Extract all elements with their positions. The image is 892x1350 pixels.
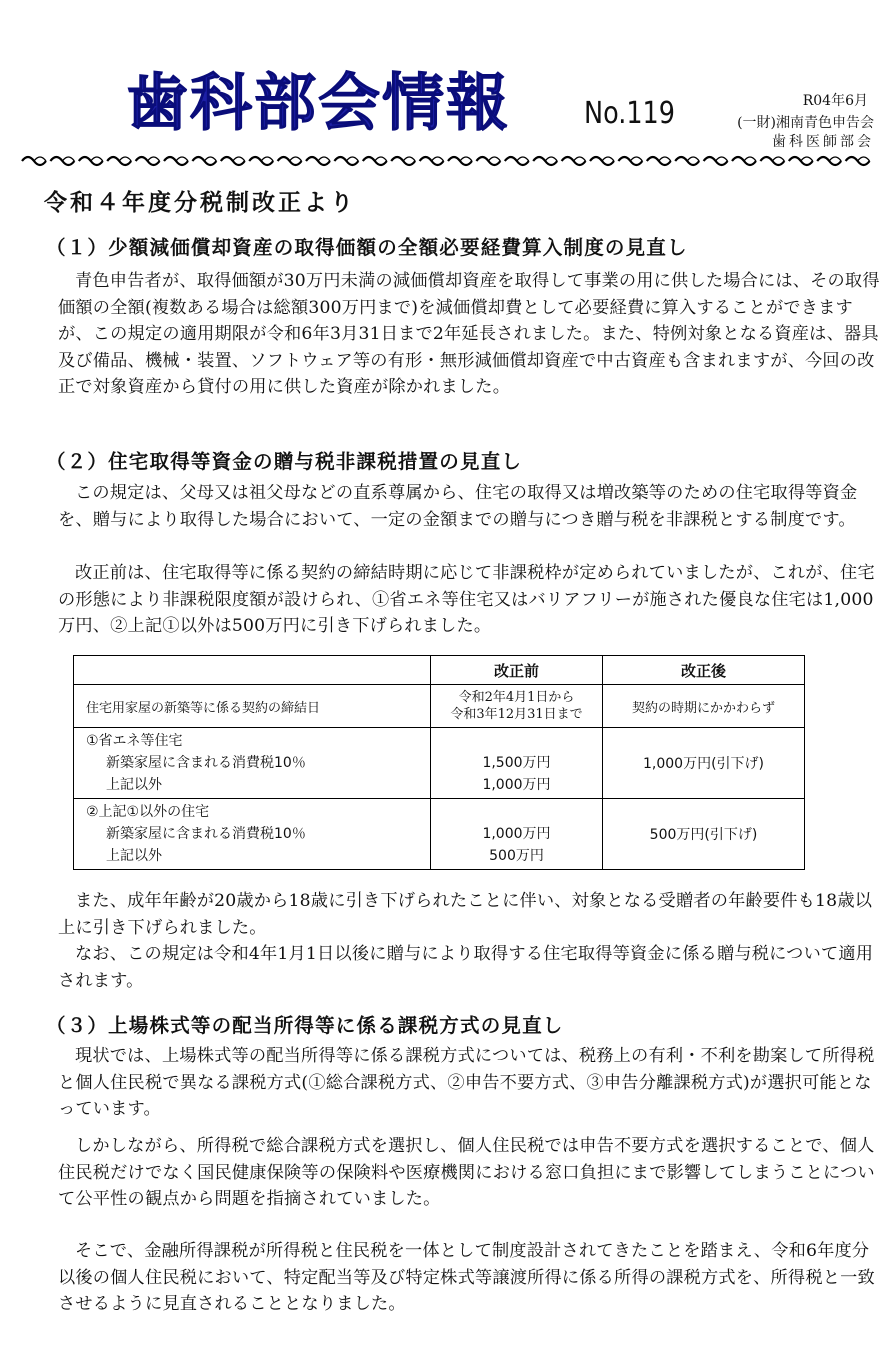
section-2-paragraph-4: なお、この規定は令和4年1月1日以後に贈与により取得する住宅取得等資金に係る贈与税について適用されます。 [58, 944, 874, 991]
ornament-motif [505, 157, 529, 165]
ornament-motif [817, 157, 841, 165]
table-row [74, 728, 805, 799]
ornament-motif [420, 157, 444, 165]
table-cell-contract-date-label: 住宅用家屋の新築等に係る契約の締結日 [74, 685, 431, 728]
ornament-motif [448, 157, 472, 165]
main-heading: 令和４年度分税制改正より [44, 190, 356, 216]
table-cell-after-period: 契約の時期にかかわらず [603, 685, 805, 728]
table-header-row [74, 656, 805, 685]
table-row [74, 685, 805, 728]
house-type-title: ①省エネ等住宅 [86, 733, 183, 749]
newsletter-title: 歯科部会情報 [126, 66, 511, 139]
ornament-motif [590, 157, 614, 165]
ornament-motif [79, 157, 103, 165]
ornament-motif [562, 157, 586, 165]
table-cell-before-period [431, 685, 603, 728]
ornament-motif [249, 157, 273, 165]
before-period-line-2: 令和3年12月31日まで [450, 707, 583, 722]
before-amount-1: 1,500万円 [482, 755, 551, 771]
ornament-motif [306, 157, 330, 165]
table-header-before: 改正前 [431, 656, 603, 685]
section-2-paragraph-2: 改正前は、住宅取得等に係る契約の締結時期に応じて非課税枠が定められていましたが、これが、住宅の形態により非課税限度額が設けられ、①省エネ等住宅又はバリアフリーが施された優良な住宅は1,000万円、②上記①以外は500万円に引き下げられました。 [58, 563, 875, 637]
ornament-motif [50, 157, 74, 165]
section-3-heading: （３）上場株式等の配当所得等に係る課税方式の見直し [46, 1014, 564, 1037]
issue-date: R04年6月 [802, 93, 868, 109]
ornament-motif [192, 157, 216, 165]
ornament-motif [334, 157, 358, 165]
house-type-line-1: 新築家屋に含まれる消費税10％ [106, 755, 306, 771]
table-cell-after-amount: 1,000万円(引下げ) [603, 728, 805, 799]
organization-name: (一財)湘南青色申告会 [737, 115, 874, 131]
ornament-motif [704, 157, 728, 165]
before-amount-2: 500万円 [489, 848, 544, 864]
section-3-paragraph-2: しかしながら、所得税で総合課税方式を選択し、個人住民税では申告不要方式を選択することで、個人住民税だけでなく国民健康保険等の保険料や医療機関における窓口負担にまで影響してしまうことについて公平性の観点から問題を指摘されていました。 [58, 1136, 875, 1210]
ornament-motif [136, 157, 160, 165]
ornament-motif [221, 157, 245, 165]
before-period-line-1: 令和2年4月1日から [458, 690, 575, 705]
ornament-motif [107, 157, 131, 165]
ornament-motif [618, 157, 642, 165]
ornament-motif [476, 157, 500, 165]
ornament-motif [22, 157, 46, 165]
table-header-after: 改正後 [603, 656, 805, 685]
ornament-motif [164, 157, 188, 165]
ornament-motif [760, 157, 784, 165]
table-header-empty [74, 656, 431, 685]
house-type-line-2: 上記以外 [106, 848, 162, 864]
section-1-paragraph: 青色申告者が、取得価額が30万円未満の減価償却資産を取得して事業の用に供した場合には、その取得価額の全額(複数ある場合は総額300万円まで)を減価償却費として必要経費に算入することができますが、この規定の適用期限が令和6年3月31日まで2年延長されました。また、特例対象となる資産は、器具及び備品、機械・装置、ソフトウェア等の有形・無形減価償却資産で中古資産も含まれますが、今回の改正で対象資産から貸付の用に供した資産が除かれました。 [58, 271, 880, 398]
gift-tax-table [73, 655, 805, 870]
ornament-motif [278, 157, 302, 165]
ornament-motif [647, 157, 671, 165]
ornament-motif [675, 157, 699, 165]
house-type-line-1: 新築家屋に含まれる消費税10％ [106, 826, 306, 842]
ornament-motif [391, 157, 415, 165]
ornamental-divider [20, 152, 872, 170]
table-cell-after-amount: 500万円(引下げ) [603, 799, 805, 870]
table-cell-house-type [74, 728, 431, 799]
house-type-title: ②上記①以外の住宅 [86, 804, 210, 820]
section-2-heading: （２）住宅取得等資金の贈与税非課税措置の見直し [46, 450, 523, 473]
masthead [0, 60, 892, 160]
section-2-paragraph-3: また、成年年齢が20歳から18歳に引き下げられたことに伴い、対象となる受贈者の年齢要件も18歳以上に引き下げられました。 [58, 891, 873, 938]
before-amount-2: 1,000万円 [482, 777, 551, 793]
section-2-paragraph-1: この規定は、父母又は祖父母などの直系尊属から、住宅の取得又は増改築等のための住宅取得等資金を、贈与により取得した場合において、一定の金額までの贈与につき贈与税を非課税とする制度です。 [58, 483, 858, 530]
ornament-motif [789, 157, 813, 165]
table-cell-before-amount [431, 799, 603, 870]
section-3-paragraph-3: そこで、金融所得課税が所得税と住民税を一体として制度設計されてきたことを踏まえ、令和6年度分以後の個人住民税において、特定配当等及び特定株式等譲渡所得に係る所得の課税方式を、所得税と一致させるように見直されることとなりました。 [58, 1241, 875, 1315]
table-cell-before-amount [431, 728, 603, 799]
ornament-motif [846, 157, 870, 165]
ornament-motif [363, 157, 387, 165]
department-name: 歯科医師部会 [772, 134, 874, 150]
house-type-line-2: 上記以外 [106, 777, 162, 793]
ornament-motif [732, 157, 756, 165]
table-cell-house-type [74, 799, 431, 870]
section-1-heading: （１）少額減価償却資産の取得価額の全額必要経費算入制度の見直し [46, 236, 688, 259]
table-row [74, 799, 805, 870]
before-amount-1: 1,000万円 [482, 826, 551, 842]
ornament-motif [533, 157, 557, 165]
section-3-paragraph-1: 現状では、上場株式等の配当所得等に係る課税方式については、税務上の有利・不利を勘案して所得税と個人住民税で異なる課税方式(①総合課税方式、②申告不要方式、③申告分離課税方式)が選択可能となっています。 [58, 1046, 875, 1120]
issue-number: No.119 [584, 96, 676, 131]
